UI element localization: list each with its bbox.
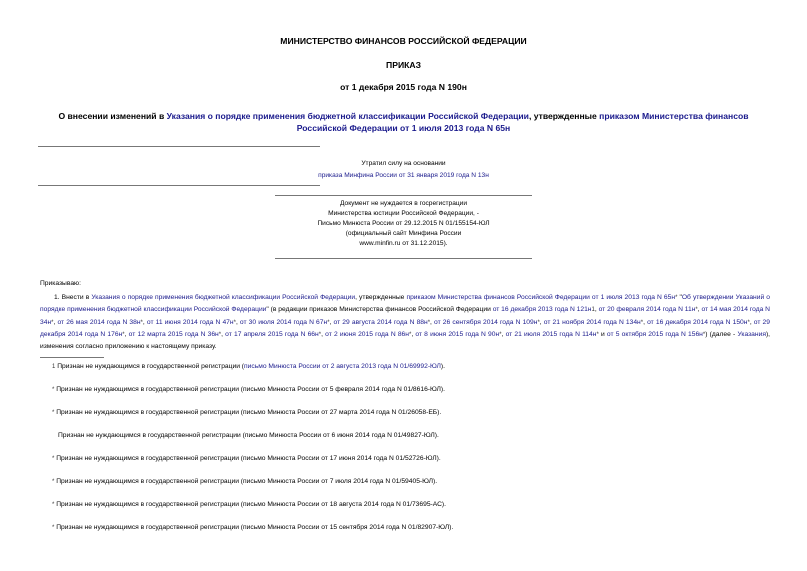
registration-line-2: Министерства юстиции Российской Федерации, - [328, 210, 479, 217]
amendment-link[interactable]: от 29 августа 2014 года N 88н [333, 318, 428, 326]
fn7-text: Признан не нуждающимся в государственной регистрации (письмо Минюста России от 18 августа 2014 года N 01/73695-АС). [56, 501, 446, 508]
order-word: Приказываю: [40, 280, 81, 287]
p1-text-c: " [677, 294, 682, 301]
amendment-link[interactable]: от 21 июля 2015 года N 114н [505, 330, 597, 338]
fn4-text: Признан не нуждающимся в государственной регистрации (письмо Минюста России от 6 июня 2014 года N 01/49827-ЮЛ). [58, 432, 439, 439]
footnote-3: * Признан не нуждающимся в государственной регистрации (письмо Минюста России от 27 марта 2014 года N 01/26058-ЕБ). [52, 409, 442, 416]
amendment-link[interactable]: от 16 декабря 2013 года N 121н [492, 306, 592, 314]
p1-text-b: , утвержденные [355, 294, 407, 301]
p1-link-instructions[interactable]: Указания о порядке применения бюджетной классификации Российской Федерации [91, 294, 356, 301]
doc-type-heading: ПРИКАЗ [386, 60, 421, 70]
footnote-1: 1 Признан не нуждающимся в государственной регистрации (письмо Минюста России от 2 августа 2013 года N 01/69992-ЮЛ). [52, 363, 445, 370]
status-line: Утратил силу на основании [361, 160, 446, 167]
footnote-separator [40, 357, 104, 358]
registration-line-4: (официальный сайт Минфина России [345, 230, 462, 237]
p1-link-order-title[interactable]: Об утверждении Указаний о порядке применения бюджетной классификации Российской Федерации [40, 294, 770, 314]
amendment-link[interactable]: от 26 мая 2014 года N 38н [57, 318, 141, 326]
footnote-4 [58, 432, 439, 439]
footnote-5: * Признан не нуждающимся в государственной регистрации (письмо Минюста России от 17 июня 2014 года N 01/52726-ЮЛ). [52, 455, 441, 462]
status-rule-bottom [38, 185, 320, 186]
footnote-2: * Признан не нуждающимся в государственной регистрации (письмо Минюста России от 5 февраля 2014 года N 01/8616-ЮЛ). [52, 386, 445, 393]
registration-rule-bottom [275, 258, 532, 259]
status-rule-top [38, 146, 320, 147]
fn1-text-a: Признан не нуждающимся в государственной регистрации ( [57, 363, 245, 370]
p1-link-order-65n[interactable]: приказом Министерства финансов Российской Федерации от 1 июля 2013 года N 65н [406, 294, 676, 301]
registration-line-3: Письмо Минюста России от 29.12.2015 N 01/155154-ЮЛ [317, 220, 490, 227]
amendment-link[interactable]: от 8 июня 2015 года N 90н [415, 330, 500, 338]
p1-text-f: ), изменения согласно приложению к настоящему приказу. [40, 330, 771, 351]
fn1-link[interactable]: письмо Минюста России от 2 августа 2013 года N 01/69992-ЮЛ [244, 363, 441, 370]
amendment-link[interactable]: от 16 декабря 2014 года N 150н [647, 318, 748, 326]
amendment-link[interactable]: от 20 февраля 2014 года N 11н [598, 306, 696, 314]
amendment-list: от 16 декабря 2013 года N 121н1, от 20 февраля 2014 года N 11н*, от 14 мая 2014 года N 34н*, от 26 мая 2014 года N 38н*, от 11 июня 2014 года N 47н*, от 30 июля 2014 года N 67н*, от 29 августа 2014 года N 88н*, от 26 сентября 2014 года N 109н*, от 21 ноября 2014 года N 134н*, от 16 декабря 2014 года N 150н*, от 29 декабря 2014 года N 176н*, от 12 марта 2015 года N 36н*, от 17 апреля 2015 года N 66н*, от 2 июня 2015 года N 86н*, от 8 июня 2015 года N 90н*, от 21 июля 2015 года N 114н* и от 5 октября 2015 года N 156н* [40, 306, 771, 338]
amendment-link[interactable]: от 21 ноября 2014 года N 134н [543, 318, 641, 326]
p1-link-instructions-short[interactable]: Указания [737, 330, 766, 338]
fn5-text: Признан не нуждающимся в государственной регистрации (письмо Минюста России от 17 июня 2014 года N 01/52726-ЮЛ). [56, 455, 441, 462]
p1-text-d: " (в редакции приказов Министерства финансов Российской Федерации [266, 306, 493, 314]
doc-date-number: от 1 декабря 2015 года N 190н [340, 82, 467, 92]
fn2-text: Признан не нуждающимся в государственной регистрации (письмо Минюста России от 5 февраля 2014 года N 01/8616-ЮЛ). [56, 386, 445, 393]
title-text-1: О внесении изменений в [58, 111, 167, 121]
amendment-link[interactable]: от 5 октября 2015 года N 156н [606, 330, 703, 338]
amendment-link[interactable]: от 12 марта 2015 года N 36н [128, 330, 219, 338]
amendment-link[interactable]: от 30 июля 2014 года N 67н [239, 318, 328, 326]
p1-text-e: ) (далее - [705, 330, 738, 338]
registration-line-5: www.minfin.ru от 31.12.2015). [359, 240, 448, 247]
registration-line-1: Документ не нуждается в госрегистрации [339, 200, 468, 207]
fn6-text: Признан не нуждающимся в государственной регистрации (письмо Минюста России от 7 июля 2014 года N 01/59405-ЮЛ). [56, 478, 438, 485]
registration-rule-top [275, 195, 532, 196]
amendment-link[interactable]: от 26 сентября 2014 года N 109н [434, 318, 538, 326]
amendment-link[interactable]: от 29 декабря 2014 года N 176н [40, 318, 770, 338]
amendment-link[interactable]: от 14 мая 2014 года N 34н [40, 306, 771, 326]
title-link-instructions[interactable]: Указания о порядке применения бюджетной классификации Российской Федерации [166, 111, 529, 121]
amendment-link[interactable]: от 2 июня 2015 года N 86н [325, 330, 409, 338]
document-title [0, 110, 807, 134]
footnote-8: * Признан не нуждающимся в государственной регистрации (письмо Минюста России от 15 сентября 2014 года N 01/82907-ЮЛ). [52, 524, 454, 531]
ministry-heading: МИНИСТЕРСТВО ФИНАНСОВ РОССИЙСКОЙ ФЕДЕРАЦИИ [280, 36, 527, 46]
footnote-6: * Признан не нуждающимся в государственной регистрации (письмо Минюста России от 7 июля 2014 года N 01/59405-ЮЛ). [52, 478, 438, 485]
title-link-order-65n[interactable]: приказом Министерства финансов Российской Федерации от 1 июля 2013 года N 65н [296, 111, 749, 133]
p1-text-a: 1. Внести в [54, 294, 92, 301]
title-text-2: , утвержденные [528, 111, 600, 121]
paragraph-1: 1. Внести в Указания о порядке применения бюджетной классификации Российской Федерации, утвержденные приказом Министерства финансов Российской Федерации от 1 июля 2013 года N 65н* "Об утверждении Указаний о порядке применения бюджетной классификации Российской Федерации" (в редакции приказов Министерства финансов Российской Федерации от 16 декабря 2013 года N 121н1, от 20 февраля 2014 года N 11н*, от 14 мая 2014 года N 34н*, от 26 мая 2014 года N 38н*, от 11 июня 2014 года N 47н*, от 30 июля 2014 года N 67н*, от 29 августа 2014 года N 88н*, от 26 сентября 2014 года N 109н*, от 21 ноября 2014 года N 134н*, от 16 декабря 2014 года N 150н*, от 29 декабря 2014 года N 176н*, от 12 марта 2015 года N 36н*, от 17 апреля 2015 года N 66н*, от 2 июня 2015 года N 86н*, от 8 июня 2015 года N 90н*, от 21 июля 2015 года N 114н* и от 5 октября 2015 года N 156н*) (далее - Указания), изменения согласно приложению к настоящему приказу. [40, 294, 771, 351]
fn3-text: Признан не нуждающимся в государственной регистрации (письмо Минюста России от 27 марта 2014 года N 01/26058-ЕБ). [56, 409, 442, 416]
amendment-link[interactable]: от 11 июня 2014 года N 47н [146, 318, 234, 326]
footnote-7: * Признан не нуждающимся в государственной регистрации (письмо Минюста России от 18 августа 2014 года N 01/73695-АС). [52, 501, 446, 508]
fn1-text-b: ). [440, 363, 445, 370]
amendment-link[interactable]: от 17 апреля 2015 года N 66н [225, 330, 319, 338]
fn8-text: Признан не нуждающимся в государственной регистрации (письмо Минюста России от 15 сентября 2014 года N 01/82907-ЮЛ). [56, 524, 454, 531]
status-repeal-link[interactable]: приказа Минфина России от 31 января 2019 года N 13н [318, 172, 489, 179]
